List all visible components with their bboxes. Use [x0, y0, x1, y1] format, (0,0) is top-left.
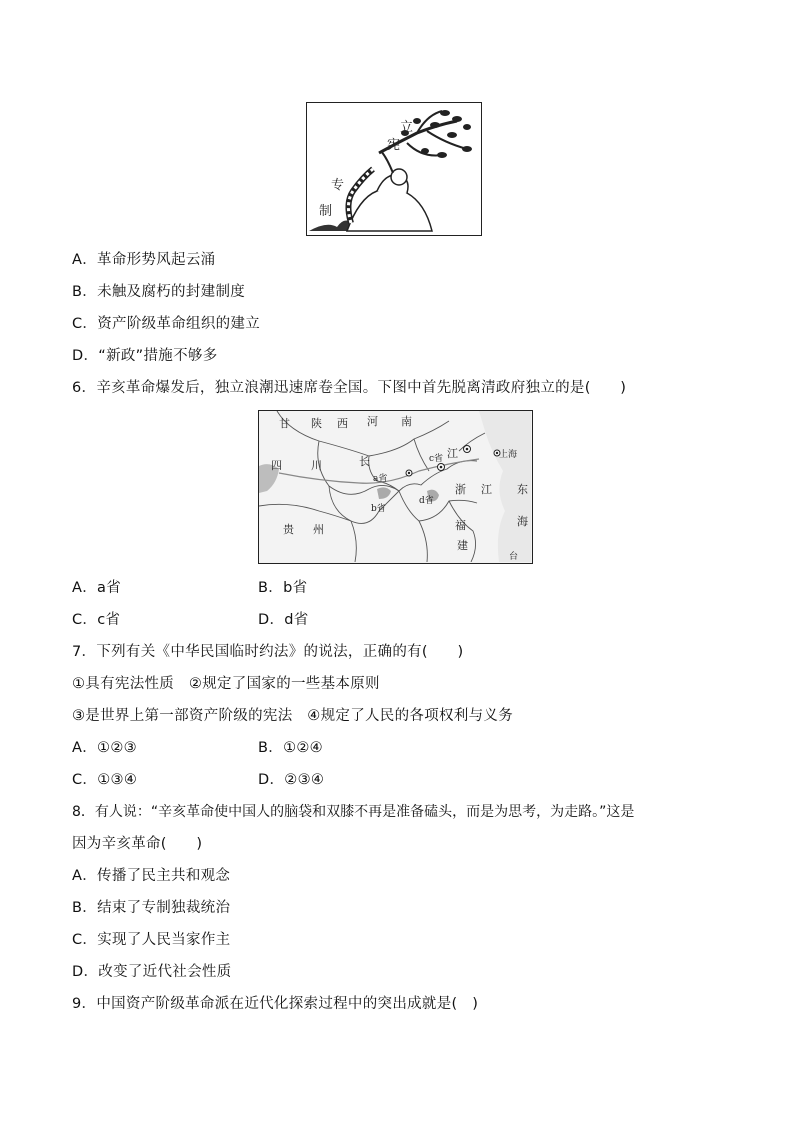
q8-option-c: C．实现了人民当家作主: [72, 932, 231, 948]
q5-option-d: D．“新政”措施不够多: [72, 348, 218, 364]
map-label-jiang-2: 江: [481, 483, 492, 496]
map-label-dong: 东: [517, 483, 528, 496]
q5-option-c: C．资产阶级革命组织的建立: [72, 316, 261, 332]
q8-option-b: B．结束了专制独裁统治: [72, 900, 231, 916]
china-map-figure: [258, 410, 533, 564]
map-label-b-province: b省: [371, 504, 386, 514]
map-label-gui: 贵: [283, 523, 294, 536]
map-label-zhe: 浙: [455, 483, 466, 496]
q9-stem: 9．中国资产阶级革命派在近代化探索过程中的突出成就是( ): [72, 996, 479, 1012]
q7-statements-1: ①具有宪法性质 ②规定了国家的一些基本原则: [72, 676, 380, 692]
q6-option-d: D．d省: [258, 612, 309, 628]
map-label-shaan: 陕: [311, 417, 322, 430]
map-label-tai: 台: [509, 552, 519, 562]
map-label-chang: 长: [359, 455, 370, 468]
map-label-si: 四: [271, 459, 282, 472]
map-label-a-province: a省: [373, 474, 388, 484]
q8-option-a: A．传播了民主共和观念: [72, 868, 231, 884]
q7-statements-2: ③是世界上第一部资产阶级的宪法 ④规定了人民的各项权利与义务: [72, 708, 513, 724]
cartoon-label-zhuan: 专: [331, 178, 345, 193]
cartoon-label-li: 立: [400, 120, 414, 135]
cartoon-figure: [306, 102, 482, 236]
q5-option-b: B．未触及腐朽的封建制度: [72, 284, 246, 300]
map-label-chuan: 川: [311, 459, 322, 472]
map-label-nan: 南: [401, 415, 412, 428]
map-label-he: 河: [367, 415, 378, 428]
cartoon-label-xian: 宪: [387, 138, 401, 153]
q8-stem-line1: 8．有人说：“辛亥革命使中国人的脑袋和双膝不再是准备磕头，而是为思考，为走路。”这是: [72, 804, 635, 820]
map-label-jiang-1: 江: [447, 447, 458, 460]
map-label-gan: 甘: [279, 417, 290, 430]
map-label-xi: 西: [337, 417, 348, 430]
q8-stem-line2: 因为辛亥革命( ): [72, 836, 203, 852]
map-label-c-province: c省: [429, 454, 444, 464]
q7-option-b: B．①②④: [258, 740, 323, 756]
q7-option-d: D．②③④: [258, 772, 325, 788]
q6-option-a: A．a省: [72, 580, 122, 596]
q8-option-d: D．改变了近代社会性质: [72, 964, 232, 980]
q5-option-a: A．革命形势风起云涌: [72, 252, 216, 268]
q6-option-b: B．b省: [258, 580, 308, 596]
map-label-d-province: d省: [419, 496, 434, 506]
map-label-hai: 海: [517, 515, 528, 528]
q7-option-a: A．①②③: [72, 740, 137, 756]
map-label-shanghai: 上海: [499, 450, 518, 460]
q6-option-c: C．c省: [72, 612, 121, 628]
map-label-fu: 福: [455, 519, 466, 532]
q7-stem: 7．下列有关《中华民国临时约法》的说法，正确的有( ): [72, 644, 464, 660]
map-label-jian: 建: [457, 539, 468, 552]
cartoon-label-zhi: 制: [319, 204, 333, 219]
map-label-zhou: 州: [313, 523, 324, 536]
q7-option-c: C．①③④: [72, 772, 138, 788]
q6-stem: 6．辛亥革命爆发后，独立浪潮迅速席卷全国。下图中首先脱离清政府独立的是( ): [72, 380, 627, 396]
